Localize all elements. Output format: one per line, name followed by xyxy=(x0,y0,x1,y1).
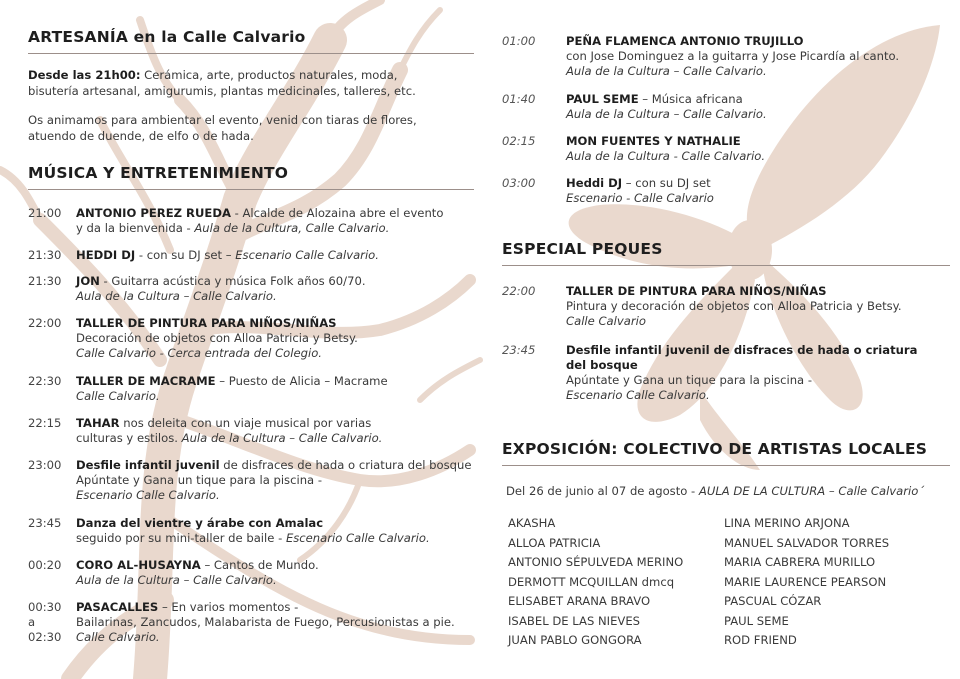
item-line2-italic: Aula de la Cultura, Calle Calvario. xyxy=(194,221,390,235)
schedule-item xyxy=(502,34,950,79)
item-name: TALLER DE MACRAME xyxy=(76,374,216,388)
artist-name: PASCUAL CÓZAR xyxy=(724,594,822,608)
item-rest: - Guitarra acústica y música Folk años 60/70. xyxy=(99,274,366,288)
artist-name: ALLOA PATRICIA xyxy=(508,535,601,550)
artist-name: ELISABET ARANA BRAVO xyxy=(508,594,651,608)
schedule-item xyxy=(28,558,474,588)
item-name: JON xyxy=(76,274,100,288)
schedule-item xyxy=(502,134,950,164)
exposicion-heading: EXPOSICIÓN: COLECTIVO DE ARTISTAS LOCALES xyxy=(502,440,950,466)
artist-name: ANTONIO SÉPULVEDA MERINO xyxy=(508,555,684,569)
item-text xyxy=(76,248,474,263)
time: 02:15 xyxy=(502,134,536,148)
peques-heading: ESPECIAL PEQUES xyxy=(502,240,950,266)
item-rest: - Alcalde de Alozaina abre el evento xyxy=(230,206,444,220)
time: 22:15 xyxy=(28,416,62,430)
artesania-lead-text2: bisutería artesanal, amigurumis, plantas medicinales, talleres, etc. xyxy=(28,83,416,98)
item-line2-italic: Escenario - Calle Calvario xyxy=(566,191,714,205)
item-line3-italic: Calle Calvario xyxy=(566,314,646,328)
artesania-heading: ARTESANÍA en la Calle Calvario xyxy=(28,28,474,54)
item-name: Danza del vientre y árabe con Amalac xyxy=(76,516,324,530)
artesania-invite-line1: Os animamos para ambientar el evento, venid con tiaras de flores, xyxy=(28,113,417,127)
item-line2-text: y da la bienvenida - xyxy=(76,221,195,235)
item-line2-italic: Aula de la Cultura – Calle Calvario. xyxy=(181,431,383,445)
item-rest-italic: Escenario Calle Calvario. xyxy=(235,248,379,262)
artist-name: DERMOTT MCQUILLAN dmcq xyxy=(508,574,675,589)
artist-name: MANUEL SALVADOR TORRES xyxy=(724,535,890,550)
item-line2: Apúntate y Gana un tique para la piscina - xyxy=(566,373,813,387)
schedule-item xyxy=(28,374,474,404)
schedule-item xyxy=(502,176,950,206)
item-line2: Bailarinas, Zancudos, Malabarista de Fuego, Percusionistas a pie. xyxy=(76,615,455,629)
artists-column-left xyxy=(508,514,724,651)
schedule-item xyxy=(28,458,474,503)
time: 01:00 xyxy=(502,34,536,48)
artesania-lead-text: Cerámica, arte, productos naturales, moda, xyxy=(140,68,398,82)
schedule-item xyxy=(502,284,950,329)
artist-name: ROD FRIEND xyxy=(724,633,797,647)
artist-name: AKASHA xyxy=(508,516,556,530)
item-text xyxy=(566,284,950,329)
time-end: 02:30 xyxy=(28,630,62,644)
item-line2: Decoración de objetos con Alloa Patricia y Betsy. xyxy=(76,331,358,345)
schedule-item xyxy=(28,316,474,361)
item-text xyxy=(76,600,474,645)
artist-name: LINA MERINO ARJONA xyxy=(724,516,850,530)
time: 21:00 xyxy=(28,206,62,220)
item-text xyxy=(566,92,950,122)
time-start: 00:30 xyxy=(28,600,62,614)
item-name: MON FUENTES Y NATHALIE xyxy=(566,134,741,148)
item-text xyxy=(76,416,474,446)
time: 00:20 xyxy=(28,558,62,572)
item-rest: – Cantos de Mundo. xyxy=(200,558,319,572)
item-line2-text: seguido por su mini-taller de baile - xyxy=(76,531,286,545)
item-line2-italic: Escenario Calle Calvario. xyxy=(285,531,430,545)
item-line2-italic: Aula de la Cultura – Calle Calvario. xyxy=(566,107,767,121)
item-text xyxy=(566,34,950,79)
schedule-item xyxy=(28,274,474,304)
item-line2 xyxy=(76,221,474,236)
item-line2-italic: Aula de la Cultura – Calle Calvario. xyxy=(76,573,277,587)
item-name: TALLER DE PINTURA PARA NIÑOS/NIÑAS xyxy=(76,316,337,330)
schedule-item xyxy=(28,416,474,446)
item-rest: – Puesto de Alicia – Macrame xyxy=(215,374,388,388)
item-name: Desfile infantil juvenil xyxy=(76,458,220,472)
time: 22:00 xyxy=(502,284,536,298)
artesania-invite-line2: atuendo de duende, de elfo o de hada. xyxy=(28,128,254,143)
item-text xyxy=(76,458,474,503)
time: 23:45 xyxy=(28,516,62,530)
exposicion-venue: AULA DE LA CULTURA – Calle Calvario´ xyxy=(698,484,925,498)
artist-name: MARIE LAURENCE PEARSON xyxy=(724,574,887,589)
item-line2-italic: Aula de la Cultura - Calle Calvario. xyxy=(566,149,766,163)
schedule-item xyxy=(502,343,950,403)
artesania-lead-bold: Desde las 21h00: xyxy=(28,68,141,82)
item-line2: Pintura y decoración de objetos con Alloa Patricia y Betsy. xyxy=(566,299,902,313)
item-line2 xyxy=(76,431,474,446)
item-name: PAUL SEME xyxy=(566,92,639,106)
item-text xyxy=(566,343,950,403)
item-rest: de disfraces de hada o criatura del bosque xyxy=(219,458,472,472)
item-line3-italic: Aula de la Cultura – Calle Calvario. xyxy=(566,64,767,78)
time: 22:00 xyxy=(28,316,62,330)
exposicion-dates xyxy=(506,484,950,500)
item-rest: – Música africana xyxy=(638,92,743,106)
artist-name: ISABEL DE LAS NIEVES xyxy=(508,613,641,628)
item-rest: nos deleita con un viaje musical por varias xyxy=(119,416,372,430)
item-line2: Apúntate y Gana un tique para la piscina - xyxy=(76,473,323,487)
artesania-invite xyxy=(28,113,474,144)
item-text xyxy=(76,516,474,546)
item-name: HEDDI DJ xyxy=(76,248,136,262)
time: 21:30 xyxy=(28,274,62,288)
item-line2-italic: Calle Calvario. xyxy=(76,389,160,403)
artist-name: PAUL SEME xyxy=(724,613,789,628)
item-name: Desfile infantil juvenil de disfraces de hada o criatura xyxy=(566,343,918,357)
artists-column-right xyxy=(724,514,940,651)
schedule-item xyxy=(502,92,950,122)
item-text xyxy=(76,558,474,588)
item-name: TALLER DE PINTURA PARA NIÑOS/NIÑAS xyxy=(566,284,827,298)
item-rest: – con su DJ set xyxy=(622,176,711,190)
time: 21:30 xyxy=(28,248,62,262)
artist-name: MARIA CABRERA MURILLO xyxy=(724,555,876,569)
item-name: Heddi DJ xyxy=(566,176,623,190)
item-name: PASACALLES xyxy=(76,600,159,614)
schedule-item xyxy=(28,600,474,645)
time: 22:30 xyxy=(28,374,62,388)
item-name: ANTONIO PEREZ RUEDA xyxy=(76,206,231,220)
time: 23:00 xyxy=(28,458,62,472)
item-line3-italic: Escenario Calle Calvario. xyxy=(76,488,220,502)
musica-heading: MÚSICA Y ENTRETENIMIENTO xyxy=(28,164,474,190)
time-range xyxy=(28,600,76,645)
item-text xyxy=(76,274,474,304)
item-name: PEÑA FLAMENCA ANTONIO TRUJILLO xyxy=(566,34,804,48)
item-line2-italic: Aula de la Cultura – Calle Calvario. xyxy=(76,289,277,303)
item-line3-italic: Calle Calvario - Cerca entrada del Colegio. xyxy=(76,346,322,360)
schedule-item xyxy=(28,206,474,236)
item-text xyxy=(76,374,474,404)
item-line3-italic: Escenario Calle Calvario. xyxy=(566,388,710,402)
artists-list xyxy=(508,514,948,651)
artesania-lead xyxy=(28,68,474,99)
item-name: CORO AL-HUSAYNA xyxy=(76,558,201,572)
item-rest: - con su DJ set – xyxy=(135,248,236,262)
item-line2-text: culturas y estilos. xyxy=(76,431,182,445)
exposicion-dates-text: Del 26 de junio al 07 de agosto - xyxy=(506,484,699,498)
item-text xyxy=(566,134,950,164)
item-line2 xyxy=(76,531,474,546)
time: 23:45 xyxy=(502,343,536,357)
item-line2: con Jose Dominguez a la guitarra y Jose Picardía al canto. xyxy=(566,49,900,63)
item-rest: – En varios momentos - xyxy=(158,600,299,614)
time: 01:40 xyxy=(502,92,536,106)
item-name-cont: del bosque xyxy=(566,358,638,372)
artist-name: JUAN PABLO GONGORA xyxy=(508,633,642,647)
item-name: TAHAR xyxy=(76,416,120,430)
time: 03:00 xyxy=(502,176,536,190)
time-separator: a xyxy=(28,615,36,629)
item-line3-italic: Calle Calvario. xyxy=(76,630,160,644)
schedule-item xyxy=(28,516,474,546)
item-text xyxy=(76,316,474,361)
schedule-item xyxy=(28,248,474,263)
item-text xyxy=(76,206,474,236)
item-text xyxy=(566,176,950,206)
